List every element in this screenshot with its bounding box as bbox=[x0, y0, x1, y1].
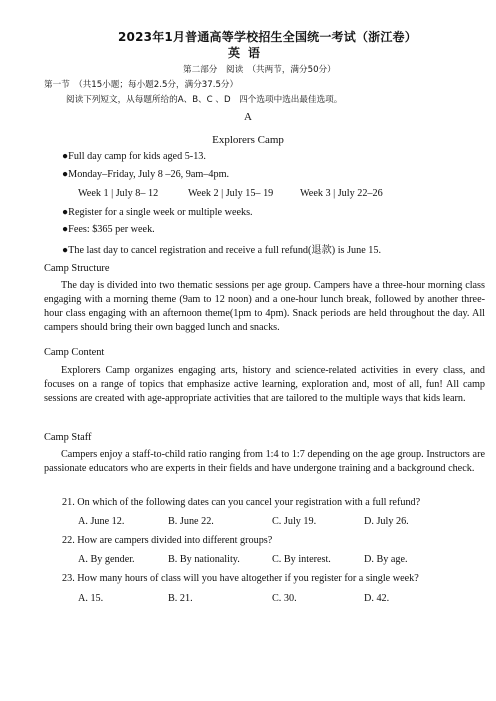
structure-paragraph: The day is divided into two thematic sessions per age group. Campers have a three-hour morning class engaging with a morning theme (9am to 12 noon) and a one-hour lunch break, followed by another three-hour class engaging with an afternoon theme(1pm to 4pm). Snack periods are held throughout the day. All campers should bring their own bagged lunch and snacks. bbox=[44, 280, 485, 333]
passage-letter: A bbox=[244, 111, 252, 123]
q21-option-a: A. June 12. bbox=[78, 516, 125, 527]
bullet-register: ●Register for a single week or multiple weeks. bbox=[62, 207, 253, 218]
week-3: Week 3 | July 22–26 bbox=[300, 188, 383, 199]
subject-title: 英语 bbox=[228, 46, 269, 60]
section-heading: 第一节 （共15小题；每小题2.5分，满分37.5分） bbox=[44, 80, 239, 90]
part-heading: 第二部分 阅读 （共两节，满分50分） bbox=[183, 65, 336, 75]
week-2: Week 2 | July 15– 19 bbox=[188, 188, 274, 199]
q21-option-c: C. July 19. bbox=[272, 516, 317, 527]
q22-option-d: D. By age. bbox=[364, 554, 408, 565]
q21-option-d: D. July 26. bbox=[364, 516, 409, 527]
week-1: Week 1 | July 8– 12 bbox=[78, 188, 159, 199]
question-21: 21. On which of the following dates can you cancel your registration with a full refund? bbox=[62, 497, 421, 508]
week-list bbox=[78, 188, 383, 199]
q22-option-c: C. By interest. bbox=[272, 554, 331, 565]
bullet-dates: ●Monday–Friday, July 8 –26, 9am–4pm. bbox=[62, 169, 230, 180]
q22-option-b: B. By nationality. bbox=[168, 554, 240, 565]
staff-heading: Camp Staff bbox=[44, 432, 92, 443]
staff-paragraph: Campers enjoy a staff-to-child ratio ranging from 1:4 to 1:7 depending on the age group. Instructors are passionate educators who are experts in their fields and have undergone training and a background check. bbox=[44, 449, 485, 474]
exam-title: 2023年1月普通高等学校招生全国统一考试（浙江卷） bbox=[118, 30, 417, 44]
bullet-fees: ●Fees: $365 per week. bbox=[62, 224, 155, 235]
q23-option-a: A. 15. bbox=[78, 593, 104, 604]
question-22: 22. How are campers divided into different groups? bbox=[62, 535, 273, 546]
structure-heading: Camp Structure bbox=[44, 263, 110, 274]
bullet-refund: ●The last day to cancel registration and receive a full refund(退款) is June 15. bbox=[62, 245, 382, 256]
instruction-text: 阅读下列短文，从每题所给的A、B、C 、D 四个选项中选出最佳选项。 bbox=[66, 95, 343, 105]
content-heading: Camp Content bbox=[44, 347, 105, 358]
q22-option-a: A. By gender. bbox=[78, 554, 135, 565]
q21-option-b: B. June 22. bbox=[168, 516, 214, 527]
question-23: 23. How many hours of class will you have altogether if you register for a single week? bbox=[62, 573, 419, 584]
passage-title: Explorers Camp bbox=[212, 134, 284, 146]
q23-option-c: C. 30. bbox=[272, 593, 297, 604]
q23-option-b: B. 21. bbox=[168, 593, 193, 604]
q23-option-d: D. 42. bbox=[364, 593, 390, 604]
bullet-age: ●Full day camp for kids aged 5-13. bbox=[62, 151, 206, 162]
content-paragraph: Explorers Camp organizes engaging arts, history and science-related activities in every class, and focuses on a range of topics that emphasize active learning, exploration and, most of all, fun! All camp sessions are created with age-appropriate activities that are tailored to the multiple ways that kids learn. bbox=[44, 365, 485, 404]
